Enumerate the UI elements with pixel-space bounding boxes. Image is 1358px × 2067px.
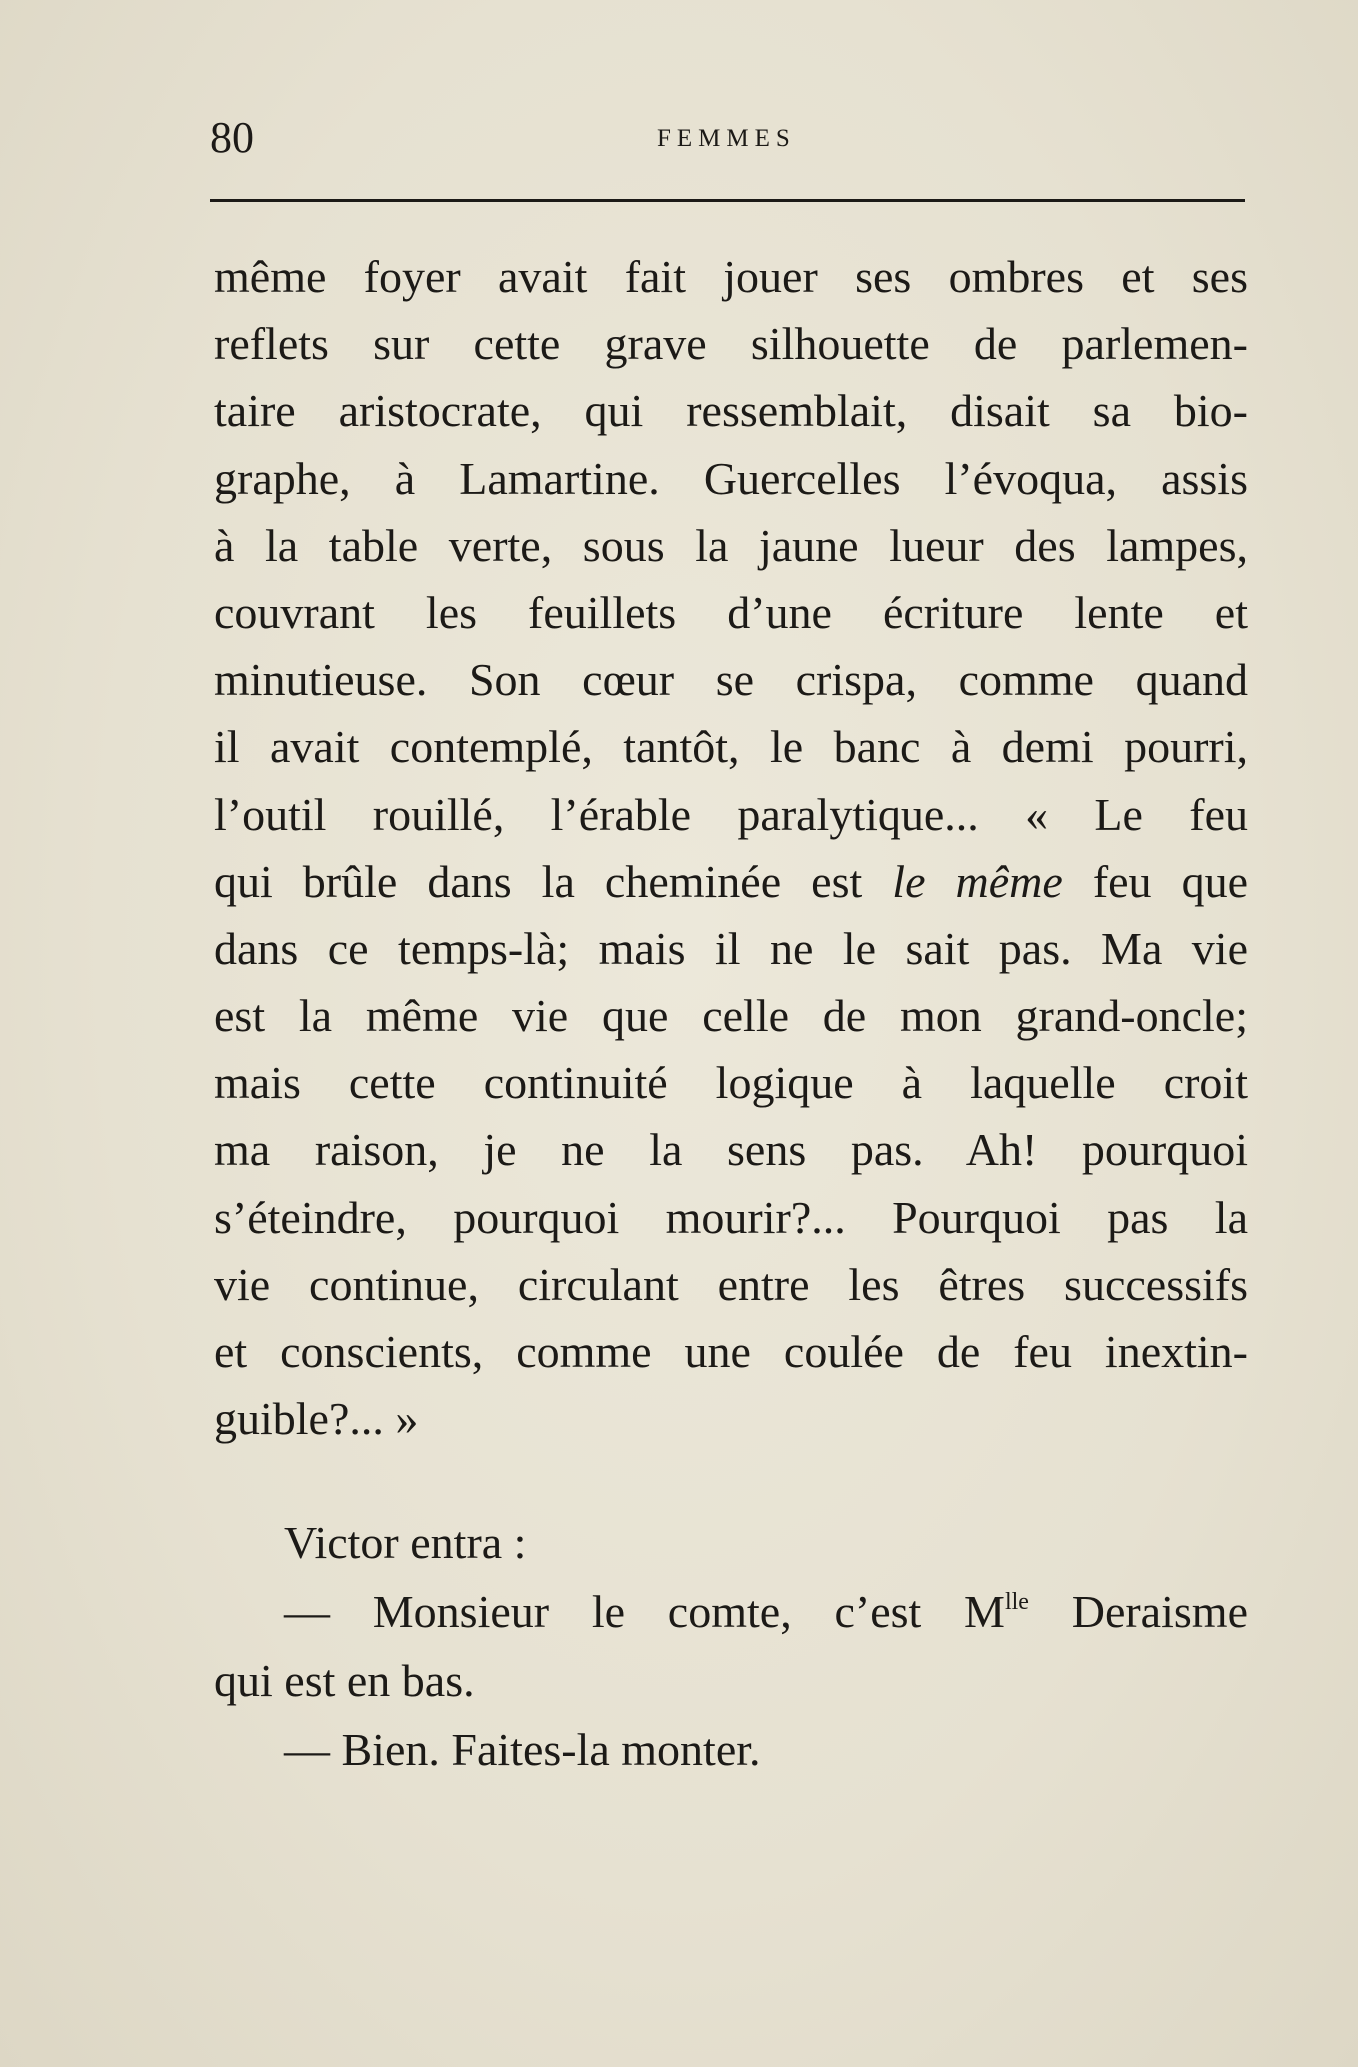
text-line: couvrant les feuillets d’une écriture lente et: [214, 586, 1248, 638]
text-line: à la table verte, sous la jaune lueur des lampes,: [214, 519, 1248, 571]
text-segment: — Monsieur le comte, c’est M: [284, 1586, 1005, 1637]
dialogue-line: Victor entra :: [284, 1517, 527, 1568]
dialogue-line: — Bien. Faites-la monter.: [284, 1724, 761, 1775]
text-segment: feu que: [1062, 855, 1248, 907]
page-number: 80: [210, 113, 254, 162]
text-line: taire aristocrate, qui ressemblait, disait sa bio-: [214, 385, 1248, 437]
text-line: s’éteindre, pourquoi mourir?... Pourquoi pas la: [214, 1191, 1248, 1243]
italic-phrase: le même: [892, 855, 1063, 907]
text-line: même foyer avait fait jouer ses ombres et ses: [214, 251, 1248, 302]
text-segment: Deraisme: [1028, 1586, 1248, 1637]
dialogue-line: [214, 1577, 1248, 1646]
text-line: est la même vie que celle de mon grand-oncle;: [214, 990, 1248, 1042]
running-title: FEMMES: [657, 125, 796, 152]
text-line: vie continue, circulant entre les êtres successifs: [214, 1258, 1248, 1310]
text-line: graphe, à Lamartine. Guercelles l’évoqua, assis: [214, 452, 1248, 504]
text-line: il avait contemplé, tantôt, le banc à demi pourri,: [214, 721, 1248, 773]
text-line: mais cette continuité logique à laquelle croit: [214, 1057, 1248, 1109]
text-line: l’outil rouillé, l’érable paralytique... « Le feu: [214, 788, 1248, 840]
running-head: [210, 108, 1245, 168]
text-line: minutieuse. Son cœur se crispa, comme quand: [214, 654, 1248, 706]
text-line: dans ce temps-là; mais il ne le sait pas. Ma vie: [214, 922, 1248, 974]
superscript: lle: [1004, 1589, 1029, 1615]
dialogue-line: qui est en bas.: [214, 1655, 475, 1706]
main-paragraph: [214, 243, 1248, 1452]
text-line-with-italic: [214, 848, 1248, 915]
dialogue-section: [214, 1508, 1248, 1784]
header-rule: [210, 199, 1245, 202]
text-line: reflets sur cette grave silhouette de parlemen-: [214, 318, 1248, 370]
text-line: guible?... »: [214, 1393, 419, 1445]
text-line: et conscients, comme une coulée de feu inextin-: [214, 1326, 1248, 1377]
text-line: ma raison, je ne la sens pas. Ah! pourquoi: [214, 1124, 1248, 1176]
text-segment: qui brûle dans la cheminée est: [214, 855, 893, 907]
